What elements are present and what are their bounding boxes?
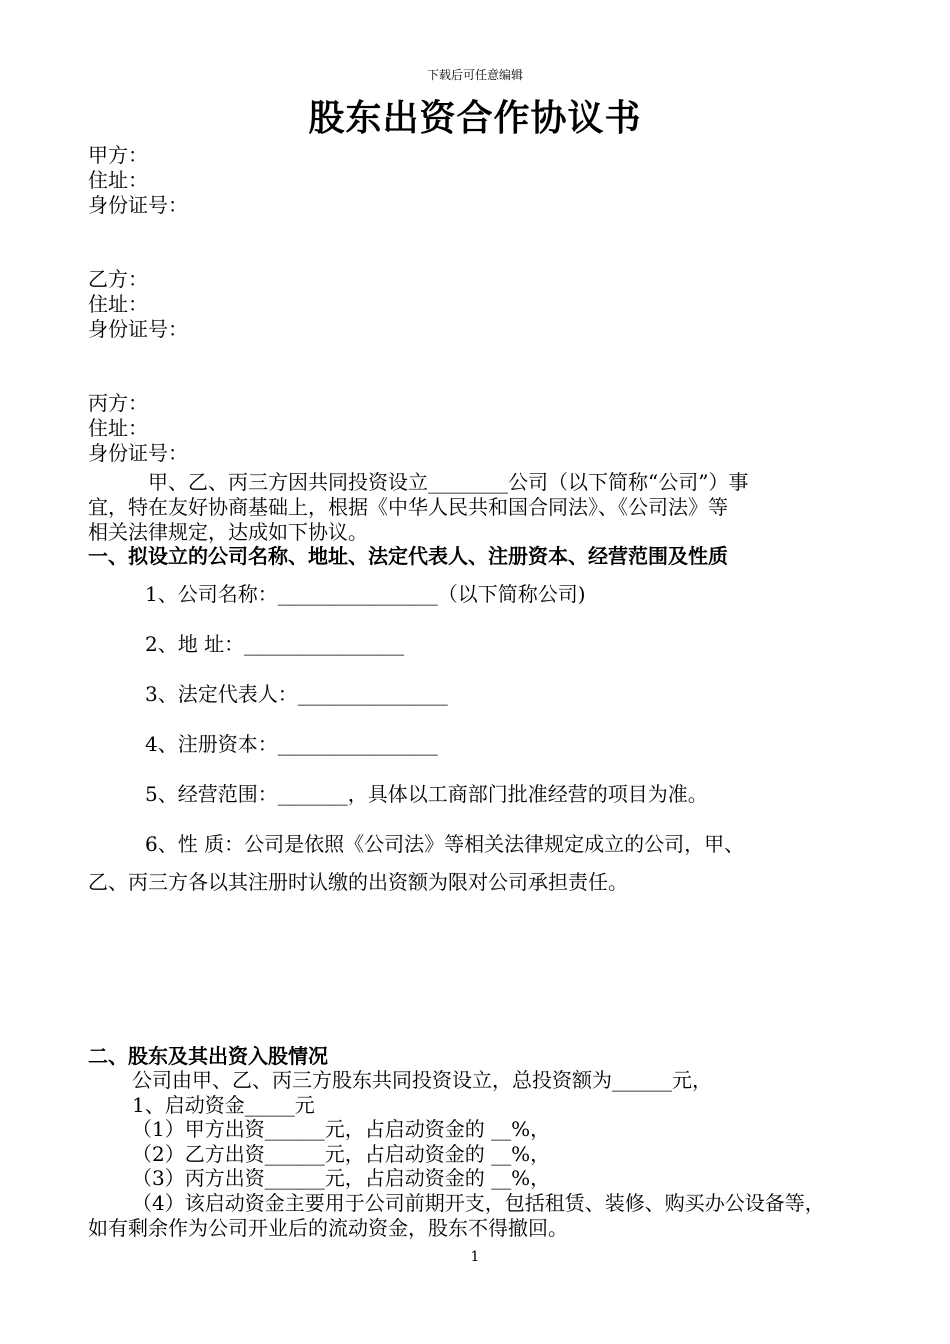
party-c-name: 丙方：: [88, 391, 148, 415]
party-c-id: 身份证号：: [88, 441, 188, 465]
section-1-item-6-continued: 乙、丙三方各以其注册时认缴的出资额为限对公司承担责任。: [88, 870, 628, 894]
section-2-heading: 二、股东及其出资入股情况: [88, 1044, 328, 1068]
section-1-item-6: 6、性 质：公司是依照《公司法》等相关法律规定成立的公司，甲、: [145, 832, 745, 856]
section-1-item-4: 4、注册资本：________________: [145, 732, 438, 756]
section-2-line-5: （3）丙方出资______元，占启动资金的 __%，: [132, 1166, 551, 1190]
party-b-name: 乙方：: [88, 267, 148, 291]
party-c-address: 住址：: [88, 416, 148, 440]
section-1-item-1: 1、公司名称：________________（以下简称公司): [145, 582, 586, 606]
header-note: 下载后可任意编辑: [426, 68, 523, 82]
section-2-line-2: 1、启动资金_____元: [132, 1093, 315, 1117]
section-1-item-5: 5、经营范围：_______，具体以工商部门批准经营的项目为准。: [145, 782, 708, 806]
party-a-name: 甲方：: [88, 143, 148, 167]
section-1-item-3: 3、法定代表人：_______________: [145, 682, 448, 706]
section-2-line-7: 如有剩余作为公司开业后的流动资金，股东不得撤回。: [88, 1216, 568, 1240]
preamble-line-2: 宜，特在友好协商基础上，根据《中华人民共和国合同法》、《公司法》等: [88, 495, 728, 519]
preamble-line-3: 相关法律规定，达成如下协议。: [88, 520, 368, 544]
section-2-line-4: （2）乙方出资______元，占启动资金的 __%，: [132, 1142, 551, 1166]
section-1-heading: 一、拟设立的公司名称、地址、法定代表人、注册资本、经营范围及性质: [88, 544, 728, 568]
section-2-line-6: （4）该启动资金主要用于公司前期开支，包括租赁、装修、购买办公设备等，: [132, 1191, 825, 1215]
party-b-id: 身份证号：: [88, 317, 188, 341]
document-title: 股东出资合作协议书: [308, 97, 642, 139]
party-a-id: 身份证号：: [88, 193, 188, 217]
party-b-address: 住址：: [88, 292, 148, 316]
section-1-item-2: 2、地 址：________________: [145, 632, 405, 656]
page-number: 1: [470, 1249, 480, 1265]
section-2-line-3: （1）甲方出资______元，占启动资金的 __%，: [132, 1117, 551, 1141]
party-a-address: 住址：: [88, 168, 148, 192]
preamble-line-1: 甲、乙、丙三方因共同投资设立________公司（以下简称“公司”）事: [148, 470, 749, 494]
section-2-line-1: 公司由甲、乙、丙三方股东共同投资设立，总投资额为______元，: [132, 1068, 712, 1092]
